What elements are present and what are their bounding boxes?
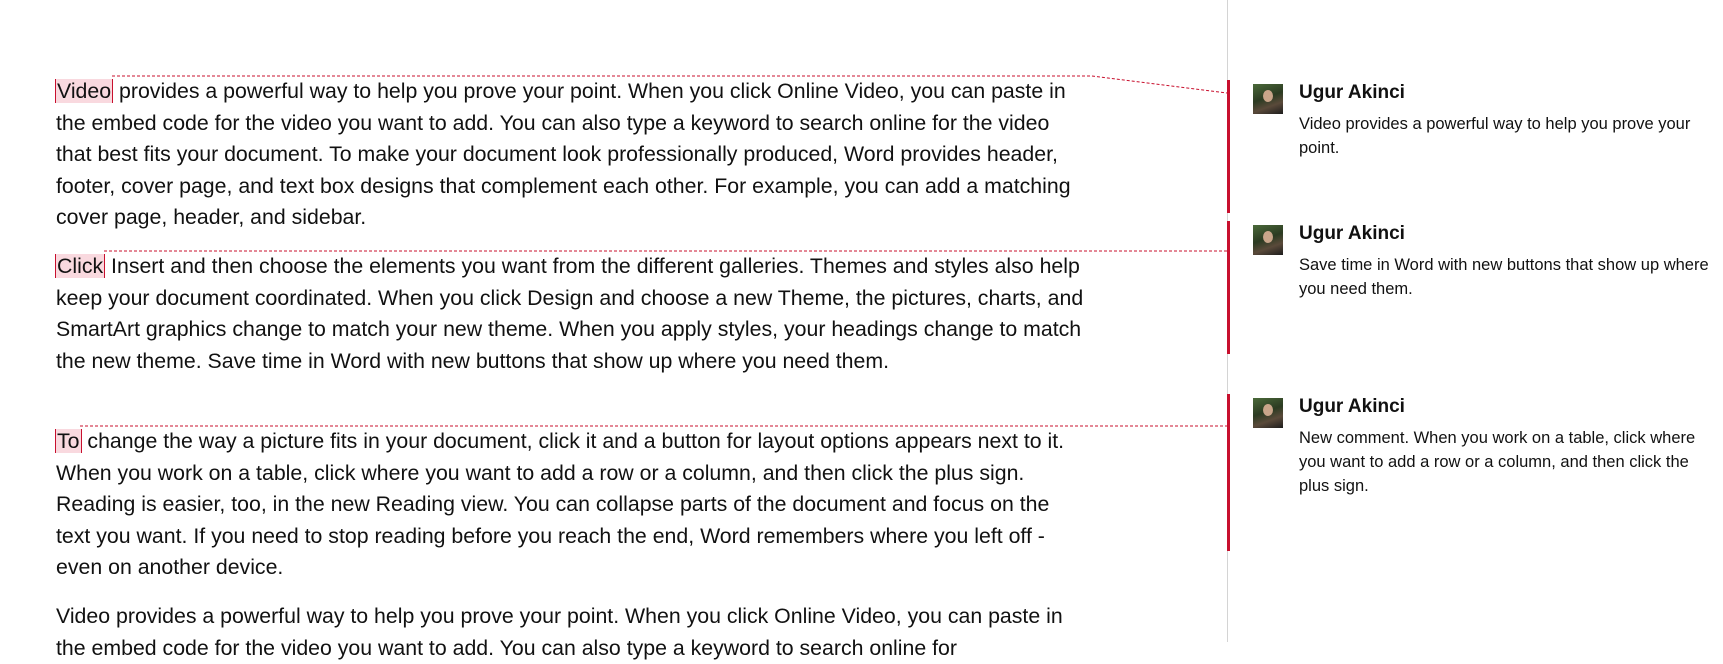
comment-text[interactable]: New comment. When you work on a table, click where you want to add a row or a column, and then click the plus sign. bbox=[1299, 429, 1696, 495]
paragraph-2[interactable] bbox=[56, 251, 1086, 377]
comment-card-1[interactable] bbox=[1227, 80, 1723, 213]
comment-accent-bar bbox=[1227, 80, 1230, 213]
paragraph-3[interactable] bbox=[56, 426, 1086, 584]
paragraph-2-text: Insert and then choose the elements you want from the different galleries. Themes and styles also help keep your document coordinated. When you click Design and choose a new Theme, the pictures, charts, and SmartArt graphics change to match your new theme. When you apply styles, your headings change to match the new theme. Save time in Word with new buttons that show up where you need them. bbox=[56, 254, 1084, 373]
comment-accent-bar bbox=[1227, 394, 1230, 551]
paragraph-1[interactable] bbox=[56, 76, 1086, 234]
comment-anchor-3[interactable]: To bbox=[57, 429, 80, 453]
paragraph-1-text: provides a powerful way to help you prove your point. When you click Online Video, you can paste in the embed code for the video you want to add. You can also type a keyword to search online for the video that best fits your document. To make your document look professionally produced, Word provides header, footer, cover page, and text box designs that complement each other. For example, you can add a matching cover page, header, and sidebar. bbox=[56, 79, 1071, 230]
comment-text[interactable]: Save time in Word with new buttons that show up where you need them. bbox=[1299, 256, 1709, 298]
paragraph-4[interactable] bbox=[56, 601, 1086, 664]
user-avatar-icon bbox=[1253, 84, 1283, 114]
comment-text[interactable]: Video provides a powerful way to help you prove your point. bbox=[1299, 115, 1691, 157]
comment-card-2[interactable] bbox=[1227, 221, 1723, 354]
comment-accent-bar bbox=[1227, 221, 1230, 354]
comment-author: Ugur Akinci bbox=[1299, 82, 1405, 103]
comment-author: Ugur Akinci bbox=[1299, 396, 1405, 417]
comment-author: Ugur Akinci bbox=[1299, 223, 1405, 244]
comment-anchor-2[interactable]: Click bbox=[57, 254, 104, 278]
comment-card-3[interactable] bbox=[1227, 394, 1723, 551]
user-avatar-icon bbox=[1253, 398, 1283, 428]
comment-anchor-1[interactable]: Video bbox=[57, 79, 112, 103]
paragraph-4-text: Video provides a powerful way to help you prove your point. When you click Online Video, you can paste in the embed code for the video you want to add. You can also type a keyword to search online for bbox=[56, 604, 1063, 660]
user-avatar-icon bbox=[1253, 225, 1283, 255]
paragraph-3-text: change the way a picture fits in your document, click it and a button for layout options appears next to it. When you work on a table, click where you want to add a row or a column, and then click the plus sign. Reading is easier, too, in the new Reading view. You can collapse parts of the document and focus on the text you want. If you need to stop reading before you reach the end, Word remembers where you left off - even on another device. bbox=[56, 429, 1065, 580]
